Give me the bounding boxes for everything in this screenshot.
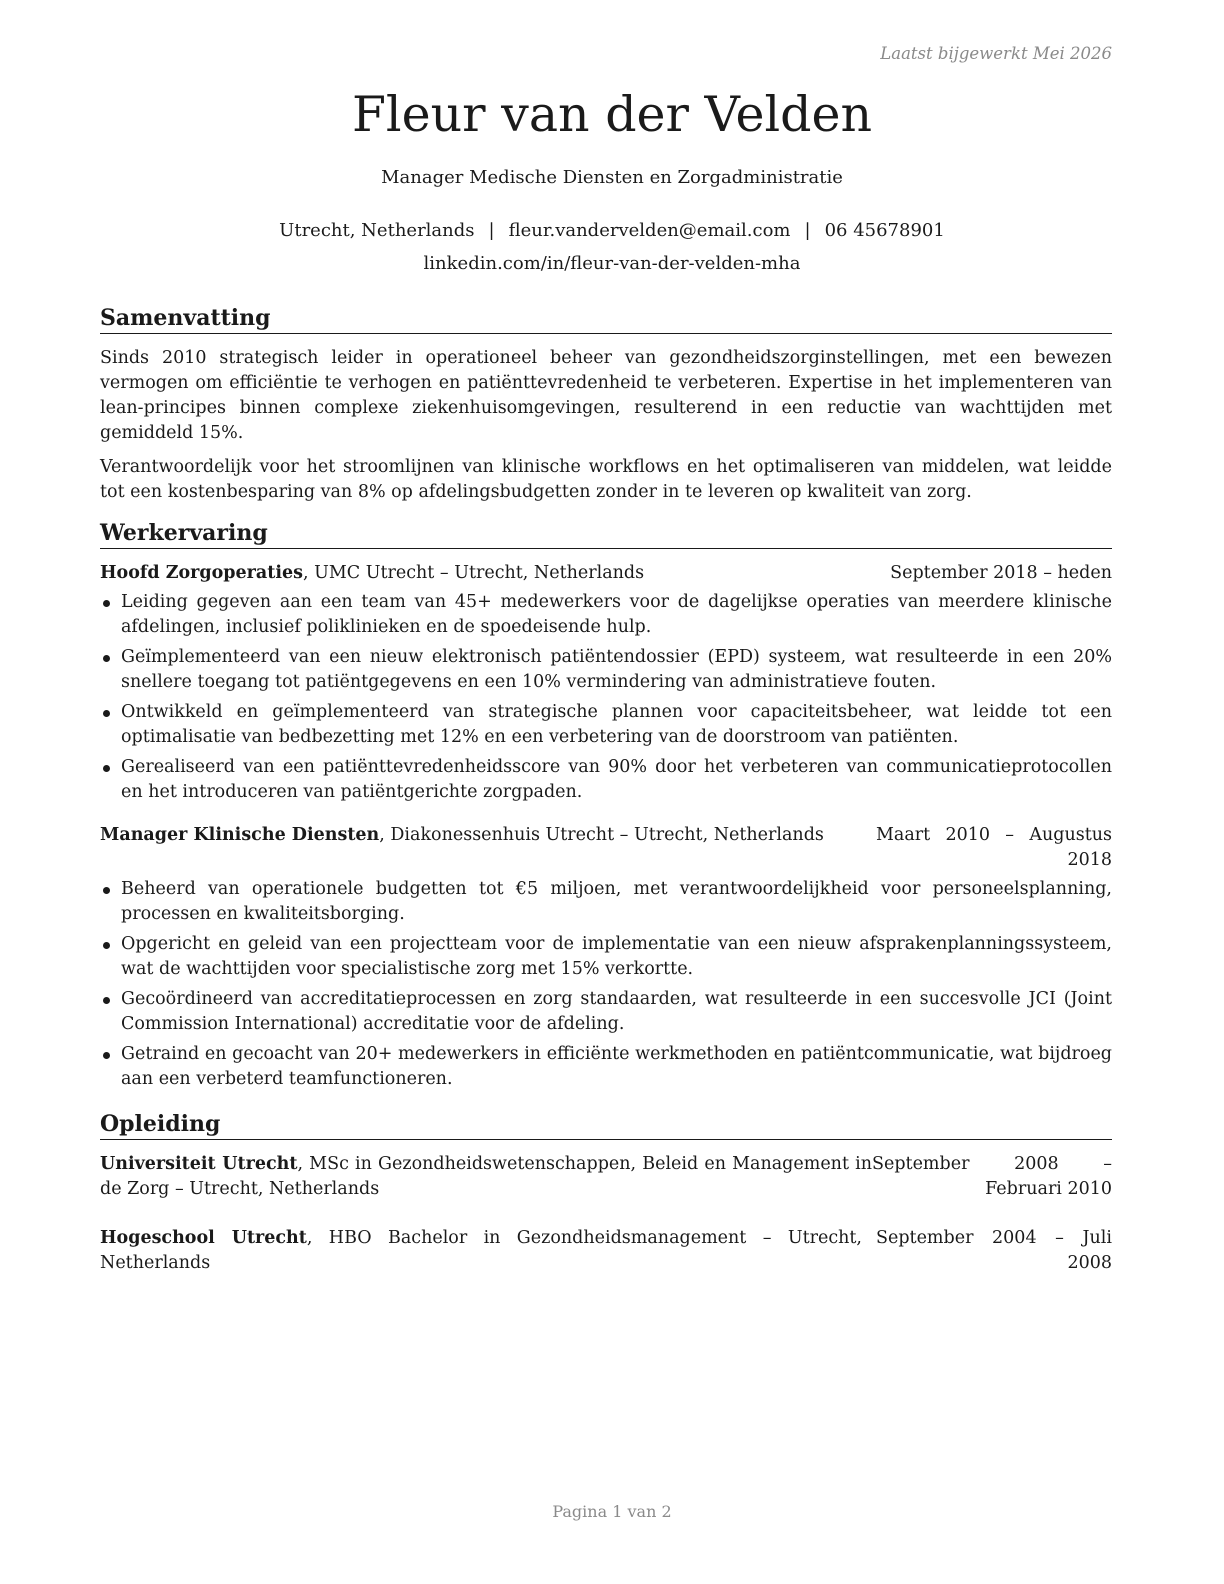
education-item [100,1226,1112,1276]
contact-line [0,220,1224,241]
list-item: Gecoördineerd van accreditatieprocessen en zorg standaarden, wat resulteerde in een succesvolle JCI (Joint Commission International) accreditatie voor de afdeling. [100,987,1112,1037]
job-title-line [100,561,870,586]
contact-location: Utrecht, Netherlands [279,220,475,241]
linkedin-link[interactable]: linkedin.com/in/fleur-van-der-velden-mha [423,253,801,274]
contact-separator: | [488,220,495,241]
summary-section [100,304,1112,505]
job-title-line [100,823,856,848]
job-header [100,561,1112,586]
list-item: Opgericht en geleid van een projectteam voor de implementatie van een nieuw afsprakenplanningssysteem, wat de wachttijden voor specialistische zorg met 15% verkortte. [100,932,1112,982]
job-dates: September 2018 – heden [890,563,1112,583]
contact-phone[interactable]: 06 45678901 [824,220,945,241]
candidate-title: Manager Medische Diensten en Zorgadministratie [381,167,843,188]
education-text [100,1226,862,1276]
education-school: Hogeschool Utrecht [100,1228,307,1248]
page-number: Pagina 1 van 2 [552,1502,672,1521]
list-item: Ontwikkeld en geïmplementeerd van strategische plannen voor capaciteitsbeheer, wat leidde tot een optimalisatie van bedbezetting met 12% en een verbetering van de doorstroom van patiënten. [100,700,1112,750]
education-section [100,1110,1112,1276]
job-role: Hoofd Zorgoperaties [100,563,303,583]
education-detail: , HBO Bachelor in Gezondheidsmanagement – Utrecht, Netherlands [100,1228,862,1273]
list-item: Getraind en gecoacht van 20+ medewerkers in efficiënte werkmethoden en patiëntcommunicatie, wat bijdroeg aan een verbeterd teamfunctioneren. [100,1042,1112,1092]
job-bullets [100,590,1112,805]
education-school: Universiteit Utrecht [100,1154,298,1174]
job-header [100,823,1112,873]
list-item: Leiding gegeven aan een team van 45+ medewerkers voor de dagelijkse operaties van meerdere klinische afdelingen, inclusief poliklinieken en de spoedeisende hulp. [100,590,1112,640]
education-dates: September 2004 – Juli 2008 [876,1228,1112,1273]
resume-content [100,304,1112,1300]
section-heading-summary: Samenvatting [100,304,1112,334]
job-org: , Diakonessenhuis Utrecht – Utrecht, Netherlands [379,825,824,845]
job-dates: Maart 2010 – Augustus 2018 [876,825,1112,870]
experience-section [100,519,1112,1092]
section-heading-experience: Werkervaring [100,519,1112,549]
last-updated-note: Laatst bijgewerkt Mei 2026 [880,44,1112,63]
job-role: Manager Klinische Diensten [100,825,380,845]
education-item [100,1152,1112,1202]
job-bullets [100,877,1112,1092]
contact-separator: | [804,220,811,241]
list-item: Gerealiseerd van een patiënttevredenheidsscore van 90% door het verbeteren van communicatieprotocollen en het introduceren van patiëntgerichte zorgpaden. [100,755,1112,805]
education-text [100,1152,872,1202]
contact-email[interactable]: fleur.vandervelden@email.com [508,220,791,241]
job-org: , UMC Utrecht – Utrecht, Netherlands [302,563,645,583]
education-dates: September 2008 – Februari 2010 [872,1154,1112,1199]
list-item: Beheerd van operationele budgetten tot €5 miljoen, met verantwoordelijkheid voor personeelsplanning, processen en kwaliteitsborging. [100,877,1112,927]
summary-paragraph: Sinds 2010 strategisch leider in operationeel beheer van gezondheidszorginstellingen, met een bewezen vermogen om efficiëntie te verhogen en patiënttevredenheid te verbeteren. Expertise in het implementeren van lean-principes binnen complexe ziekenhuisomgevingen, resulterend in een reductie van wachttijden met gemiddeld 15%. [100,348,1112,443]
education-detail: , MSc in Gezondheidswetenschappen, Beleid en Management in de Zorg – Utrecht, Netherlands [100,1154,872,1199]
summary-paragraph: Verantwoordelijk voor het stroomlijnen van klinische workflows en het optimaliseren van middelen, wat leidde tot een kostenbesparing van 8% op afdelingsbudgetten zonder in te leveren op kwaliteit van zorg. [100,457,1112,502]
candidate-name: Fleur van der Velden [351,86,873,143]
section-heading-education: Opleiding [100,1110,1112,1140]
list-item: Geïmplementeerd van een nieuw elektronisch patiëntendossier (EPD) systeem, wat resulteerde in een 20% snellere toegang tot patiëntgegevens en een 10% vermindering van administratieve fouten. [100,645,1112,695]
